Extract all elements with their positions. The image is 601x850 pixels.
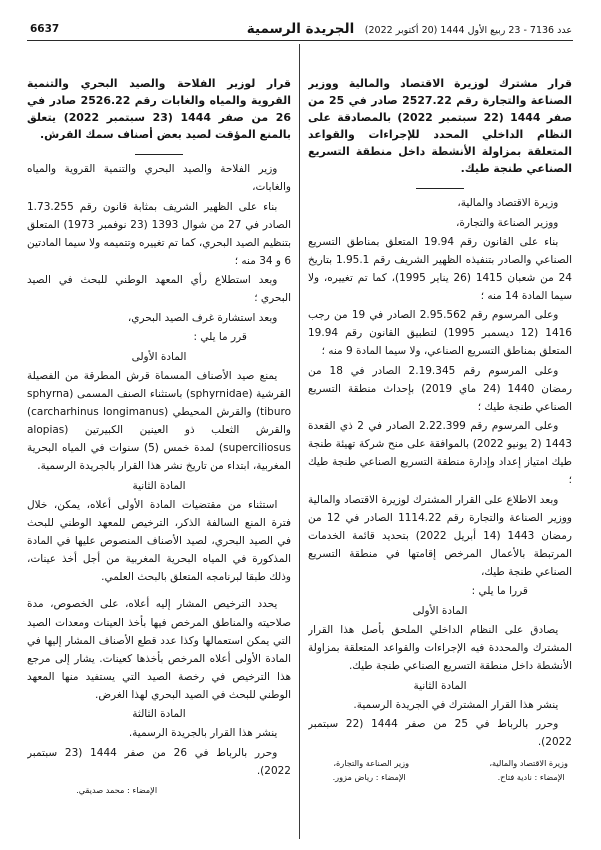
decision-formula: قررا ما يلي : [471, 585, 528, 598]
recital: وبعد استطلاع رأي المعهد الوطني للبحث في الصيد البحري ؛ [27, 274, 291, 305]
page-number: 6637 [30, 23, 60, 35]
signatory-signature: الإمضاء : رياض مزور. [332, 772, 406, 783]
article-heading: المادة الثالثة [132, 708, 186, 721]
signature-block [333, 756, 410, 785]
header-rule [27, 40, 573, 41]
recital: وبعد الاطلاع على القرار المشترك لوزيرة الاقتصاد والمالية ووزير الصناعة والتجارة رقم 1114.22 الصادر في 12 من رمضان 1443 (14 أبريل 2022) بتحديد قائمة الخدمات المرتبطة بالأعمال المرخص إقامتها في منطقة التسريع الصناعي طنجة طيك، [308, 493, 572, 578]
issue-info: عدد 7136 - 23 ربيع الأول 1444 (20 أكتوبر 2022) [364, 25, 572, 36]
recital: بناء على الظهير الشريف بمثابة قانون رقم 1.73.255 الصادر في 27 من شوال 1393 (23 نوفمبر 1973) المتعلق بتنظيم الصيد البحري، كما تم تغييره وتتميمه ولا سيما المادتين 6 و 34 منه ؛ [27, 200, 291, 267]
done-at: وحرر بالرباط في 26 من صفر 1444 (23 سبتمبر 2022). [27, 746, 291, 777]
article-heading: المادة الثانية [132, 479, 186, 492]
decision-title: قرار مشترك لوزيرة الاقتصاد والمالية ووزير الصناعة والتجارة رقم 2527.22 صادر في 25 من صفر 1444 (22 سبتمبر 2022) بالمصادقة على النظام الداخلي المحدد للإجراءات والقواعد المتعلقة بمزاولة الأنشطة داخل منطقة التسريع الصناعي طنجة طيك. [308, 77, 572, 175]
signature-block [489, 756, 568, 785]
joint-decision-column [308, 76, 572, 838]
recital: وبعد استشارة غرف الصيد البحري، [127, 311, 278, 324]
addressee: ووزير الصناعة والتجارة، [455, 216, 559, 229]
article-text: استثناء من مقتضيات المادة الأولى أعلاه، يمكن، خلال فترة المنع السالفة الذكر، الترخيص للمعهد الوطني للبحث في الصيد البحري، لصيد الأصناف المنصوص عليها في المادة المذكورة في المياه البحرية المغربية من أجل أخذ عينات، وذلك طبقا لبرنامجه المتعلق بالبحث العلمي. [27, 498, 291, 583]
article-text: ينشر هذا القرار المشترك في الجريدة الرسمية. [353, 698, 559, 711]
fisheries-decision-column [27, 76, 291, 838]
signatory-signature: الإمضاء : نادية فتاح. [497, 772, 565, 783]
done-at: وحرر بالرباط في 25 من صفر 1444 (22 سبتمبر 2022). [308, 718, 572, 749]
recital: وعلى المرسوم رقم 2.19.345 الصادر في 18 من رمضان 1440 (24 ماي 2019) بإحداث منطقة التسريع الصناعي طنجة طيك ؛ [308, 364, 572, 413]
gazette-title: الجريدة الرسمية [246, 21, 355, 37]
article-text: ينشر هذا القرار بالجريدة الرسمية. [128, 727, 278, 740]
article-text: يحدد الترخيص المشار إليه أعلاه، على الخصوص، مدة صلاحيته والمناطق المرخص فيها بأخذ العينات ومعدات الصيد التي يمكن استعمالها وكذا عدد قطع الأصناف المشار إليها في المادة الأولى أعلاه المرخص بأخذها كعينات. يشار إلى مرجع هذا الترخيص في رخصة الصيد التي يستفيد منها المعهد الوطني للبحث في الصيد البحري لهذا الغرض. [27, 598, 291, 701]
article-heading: المادة الثانية [413, 679, 467, 692]
article-heading: المادة الأولى [412, 604, 468, 617]
column-divider [299, 44, 300, 839]
recital: بناء على القانون رقم 19.94 المتعلق بمناطق التسريع الصناعي والصادر بتنفيذه الظهير الشريف رقم 1.95.1 بتاريخ 24 من شعبان 1415 (26 يناير 1995)، كما تم تغييره، ولا سيما المادة 14 منه ؛ [308, 235, 572, 302]
title-separator [135, 154, 183, 155]
article-text: يمنع صيد الأصناف المسماة قرش المطرقة من الفصيلة القرشية (sphyrnidae) باستثناء الصنف المسمى (sphyrna tiburo) والقرش المحيطي (carcharhinus longimanus) والقرش الثعلب ذو العينين الكبيرتين (alopias superciliosus) لمدة خمس (5) سنوات في المياه البحرية المغربية، ابتداء من تاريخ نشر هذا القرار بالجريدة الرسمية. [27, 369, 291, 473]
article-text: يصادق على النظام الداخلي الملحق بأصل هذا القرار المشترك والمحددة فيه الإجراءات والقواعد المتعلقة بمزاولة الأنشطة داخل منطقة التسريع الصناعي طنجة طيك. [308, 624, 572, 673]
signatures [308, 756, 572, 785]
recital: وعلى المرسوم رقم 2.22.399 الصادر في 2 ذي القعدة 1443 (2 يونيو 2022) بالموافقة على منح شركة تهيئة طنجة طيك امتياز إعداد وإدارة منطقة التسريع الصناعي طنجة طيك ؛ [308, 420, 572, 487]
signatory-role: وزير الصناعة والتجارة، [333, 757, 410, 768]
addressee: وزيرة الاقتصاد والمالية، [457, 197, 559, 210]
addressee: وزير الفلاحة والصيد البحري والتنمية القروية والمياه والغابات، [27, 163, 291, 194]
article-heading: المادة الأولى [131, 350, 187, 363]
signatory-role: وزيرة الاقتصاد والمالية، [489, 757, 568, 768]
signatory-signature: الإمضاء : محمد صديقي. [76, 785, 158, 796]
decision-title: قرار لوزير الفلاحة والصيد البحري والتنمية القروية والمياه والغابات رقم 2526.22 صادر في 26 من صفر 1444 (23 سبتمبر 2022) يتعلق بالمنع المؤقت لصيد بعض أصناف سمك القرش. [27, 77, 291, 141]
title-separator [416, 188, 464, 189]
recital: وعلى المرسوم رقم 2.95.562 الصادر في 19 من رجب 1416 (12 ديسمبر 1995) لتطبيق القانون رقم 19.94 المتعلق بمناطق التسريع الصناعي، ولا سيما المادة 9 منه ؛ [308, 309, 572, 358]
decision-formula: قرر ما يلي : [193, 331, 247, 344]
